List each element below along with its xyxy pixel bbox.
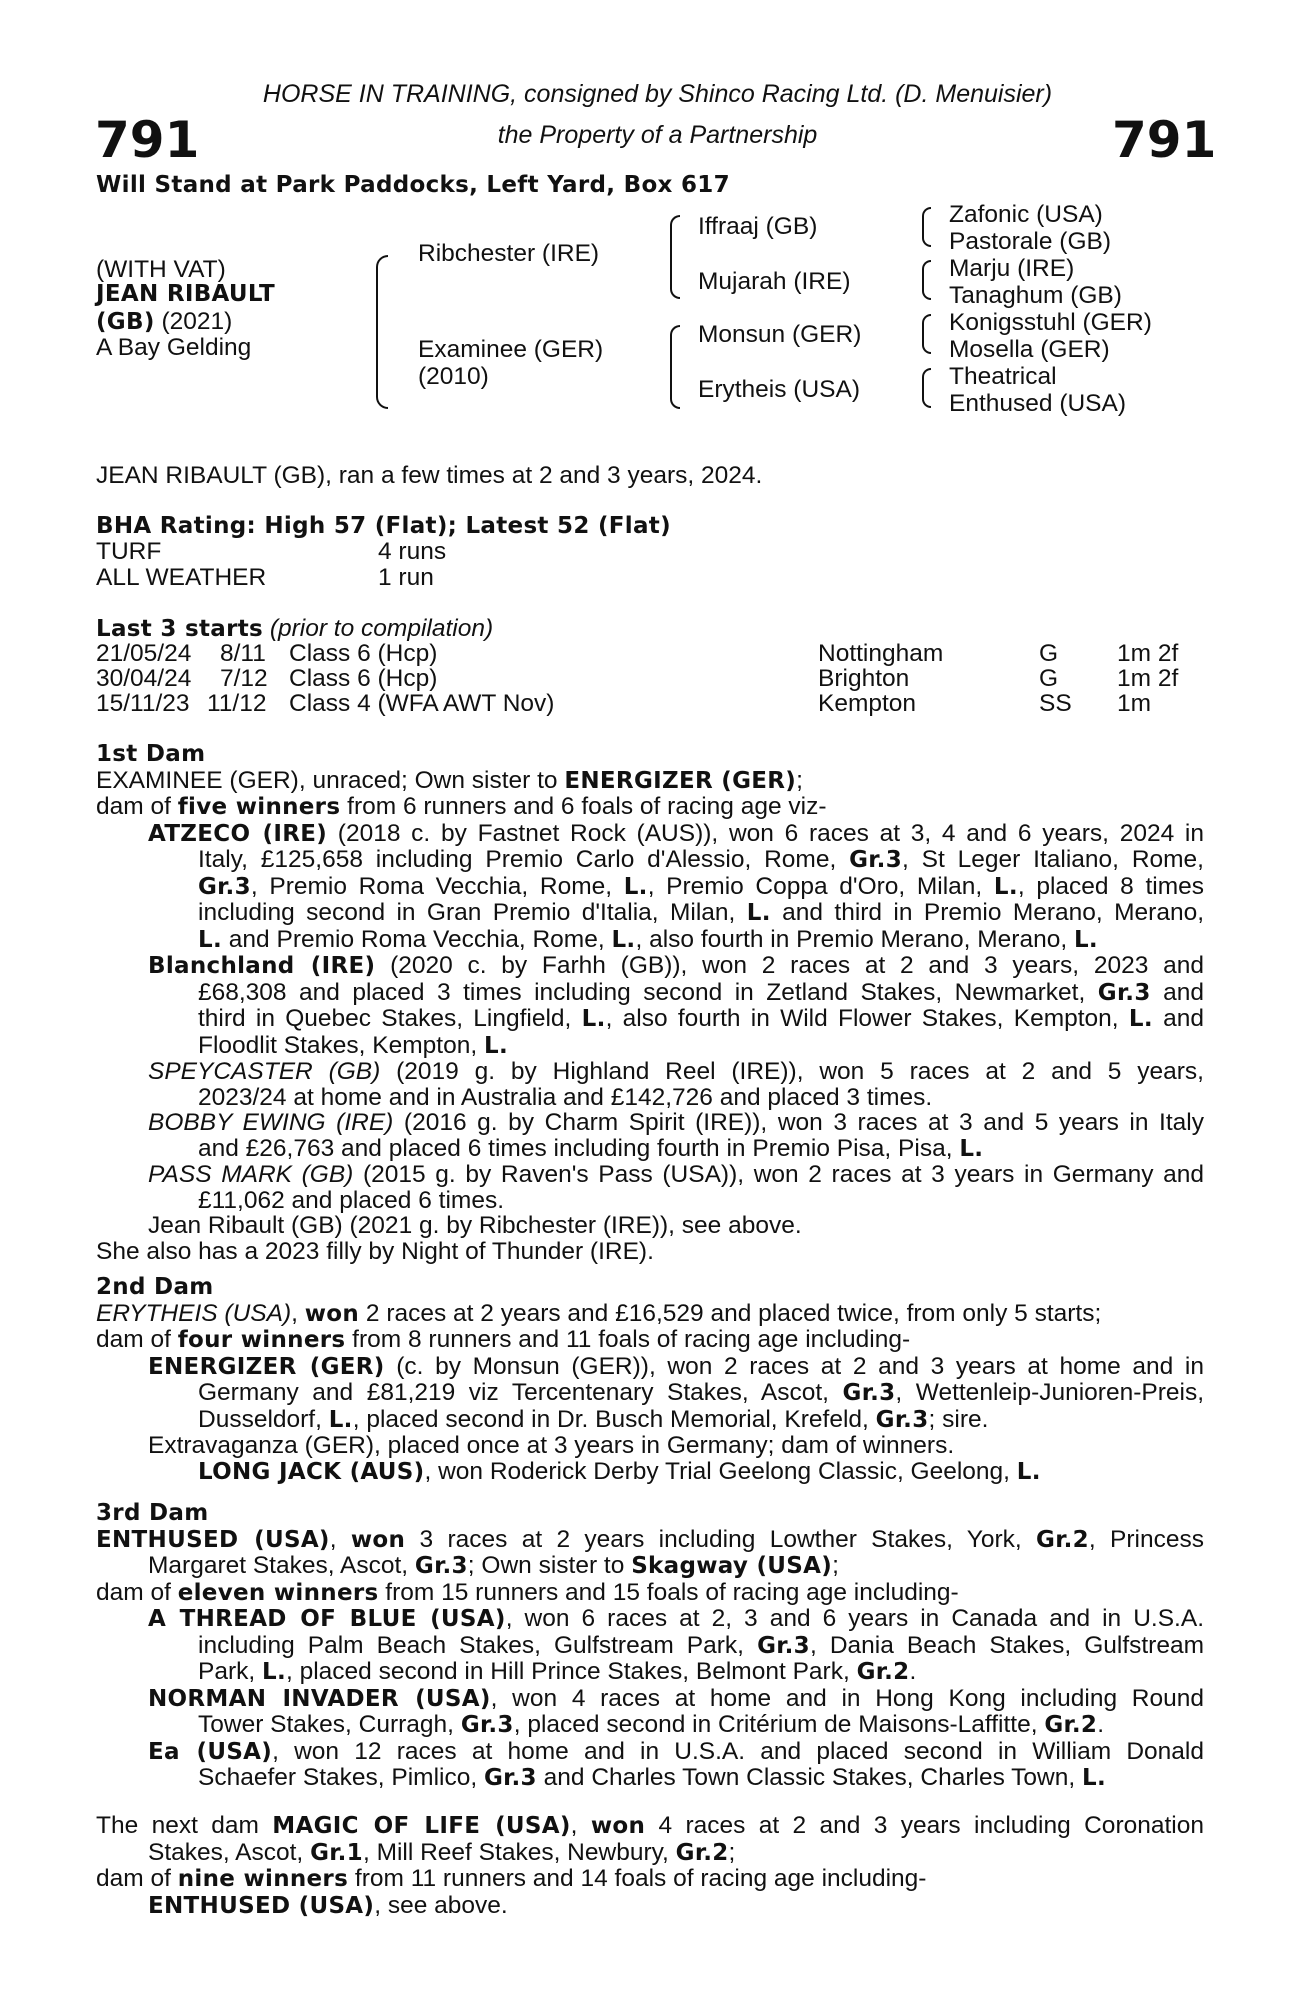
text-segment: Blanchland (IRE): [148, 953, 376, 979]
text-segment: (2020 c. by Farhh (GB)), won 2 races at 2 and 3 years, 2023 and: [375, 952, 1204, 979]
text-segment: four winners: [177, 1327, 346, 1353]
sire-dam: Mujarah (IRE): [698, 268, 851, 295]
text-segment: , also fourth in Premio Merano, Merano,: [635, 925, 1074, 953]
text-line: [198, 900, 1204, 927]
stand-location: Will Stand at Park Paddocks, Left Yard, Box 617: [96, 172, 730, 198]
text-segment: , won 4 races at home and in Hong Kong including Round: [490, 1684, 1204, 1712]
text-segment: EXAMINEE (GER), unraced; Own sister to: [96, 766, 565, 794]
text-segment: A THREAD OF BLUE (USA): [148, 1606, 506, 1632]
text-segment: The next dam: [96, 1812, 273, 1839]
text-line: [96, 1553, 1204, 1580]
property-line: the Property of a Partnership: [497, 121, 818, 149]
list-item: [96, 821, 1204, 954]
text-segment: third in Quebec Stakes, Lingfield,: [198, 1005, 582, 1032]
lot-number-right: 791: [1112, 111, 1217, 169]
text-segment: .: [909, 1658, 917, 1685]
list-item: [96, 1354, 1204, 1434]
text-segment: won: [350, 1526, 406, 1553]
text-segment: ,: [570, 1812, 591, 1839]
text-segment: L.: [1082, 1765, 1106, 1791]
horse-name: JEAN RIBAULT: [96, 281, 276, 307]
text-segment: nine winners: [177, 1866, 349, 1892]
dam-sire: Monsun (GER): [698, 321, 862, 348]
text-segment: ,: [329, 1525, 351, 1553]
start-race: Class 4 (WFA AWT Nov): [289, 690, 555, 717]
list-item: [96, 1893, 1204, 1920]
horse-country: (GB): [96, 309, 155, 335]
ancestor-8: Enthused (USA): [949, 390, 1127, 417]
text-segment: Gr.3: [483, 1765, 537, 1791]
text-line: [198, 874, 1204, 901]
pedigree-brace-g2: [922, 260, 931, 300]
list-item: [96, 1739, 1204, 1792]
text-segment: won: [590, 1813, 646, 1839]
text-segment: L.: [1073, 926, 1098, 953]
text-segment: Gr.2: [1036, 1526, 1089, 1553]
text-line: [198, 1765, 1204, 1792]
dam: Examinee (GER): [418, 336, 604, 363]
lot-number-left: 791: [95, 111, 200, 169]
pedigree-brace-dam: [670, 325, 680, 409]
text-line: [198, 980, 1204, 1007]
ancestor-7: Theatrical: [949, 363, 1057, 390]
third-dam-section: [96, 1501, 1204, 1792]
text-line: [96, 1840, 1204, 1867]
horse-origin-year: [96, 309, 232, 336]
text-segment: , see above.: [374, 1891, 508, 1919]
start-distance: 1m 2f: [1117, 665, 1179, 692]
text-segment: L.: [623, 873, 648, 900]
text-segment: Gr.2: [1044, 1712, 1098, 1738]
list-item: [96, 1110, 1204, 1162]
text-segment: Italy, £125,658 including Premio Carlo d'Alessio, Rome,: [198, 846, 850, 873]
text-segment: Floodlit Stakes, Kempton,: [198, 1031, 484, 1059]
text-segment: .: [1097, 1711, 1105, 1738]
text-segment: , also fourth in Wild Flower Stakes, Kempton,: [605, 1005, 1129, 1032]
text-line: [148, 1059, 1204, 1085]
text-segment: and £26,763 and placed 6 times including fourth in Premio Pisa, Pisa,: [198, 1134, 960, 1162]
item-continuation: [148, 1136, 1204, 1163]
list-item: [96, 1059, 1204, 1110]
text-segment: ;: [832, 1552, 839, 1579]
rating-turf-runs: 4 runs: [378, 538, 447, 565]
item-continuation: [148, 1459, 1204, 1486]
text-segment: Stakes, Ascot,: [148, 1838, 311, 1866]
start-distance: 1m 2f: [1117, 640, 1179, 667]
text-segment: and: [1152, 1005, 1204, 1032]
text-segment: ERYTHEIS (USA): [96, 1299, 292, 1327]
vat-note: (WITH VAT): [96, 256, 226, 283]
text-segment: ; Own sister to: [467, 1552, 632, 1579]
pedigree-brace-g3: [922, 314, 931, 354]
text-segment: L.: [262, 1659, 286, 1685]
item-continuation: [148, 1380, 1204, 1433]
text-line: [198, 1459, 1204, 1486]
text-segment: L.: [1128, 1006, 1153, 1032]
text-segment: L.: [328, 1406, 353, 1433]
start-position: 8/11: [220, 640, 266, 667]
text-segment: ENERGIZER (GER): [148, 1353, 385, 1380]
text-line: [198, 1006, 1204, 1033]
list-item: [96, 1213, 1204, 1239]
text-segment: from 15 runners and 15 foals of racing age including-: [378, 1578, 959, 1606]
text-segment: , Dania Beach Stakes, Gulfstream: [809, 1631, 1204, 1659]
text-line: [96, 1813, 1204, 1840]
text-segment: LONG JACK (AUS): [198, 1458, 425, 1485]
text-line: £11,062 and placed 6 times.: [198, 1186, 505, 1214]
start-course: Kempton: [818, 690, 917, 717]
text-segment: from 11 runners and 14 foals of racing age including-: [348, 1865, 927, 1892]
text-segment: Gr.3: [849, 847, 903, 873]
ancestor-6: Mosella (GER): [949, 336, 1110, 363]
text-line: [198, 1407, 1204, 1434]
text-line: Jean Ribault (GB) (2021 g. by Ribchester (IRE)), see above.: [148, 1212, 802, 1239]
dam-intro: [96, 1527, 1204, 1580]
ancestor-3: Marju (IRE): [949, 255, 1075, 282]
item-continuation: [148, 1633, 1204, 1686]
text-segment: from 6 runners and 6 foals of racing age viz-: [340, 793, 827, 820]
text-line: [96, 1866, 1204, 1893]
text-segment: and Charles Town Classic Stakes, Charles Town,: [536, 1764, 1082, 1791]
text-segment: , St Leger Italiano, Rome,: [902, 846, 1204, 873]
start-course: Brighton: [818, 665, 910, 692]
start-going: SS: [1039, 690, 1072, 717]
text-segment: Dusseldorf,: [198, 1405, 329, 1433]
item-continuation: [148, 980, 1204, 1060]
text-segment: , placed second in Dr. Busch Memorial, Krefeld,: [352, 1405, 876, 1433]
dam-intro-line: [96, 1301, 1204, 1328]
text-segment: , Princess: [1088, 1525, 1204, 1553]
text-segment: , placed second in Critérium de Maisons-Laffitte,: [513, 1711, 1045, 1738]
text-segment: , placed 8 times: [1017, 872, 1204, 900]
text-segment: ENTHUSED (USA): [148, 1892, 375, 1919]
text-segment: dam of: [96, 1578, 178, 1606]
start-position: 11/12: [207, 690, 267, 717]
text-segment: from 8 runners and 11 foals of racing age including-: [345, 1326, 911, 1353]
start-going: G: [1039, 665, 1059, 692]
item-continuation: [148, 1765, 1204, 1792]
text-segment: , Premio Coppa d'Oro, Milan,: [647, 872, 994, 900]
text-segment: dam of: [96, 793, 178, 820]
text-segment: Gr.1: [310, 1839, 363, 1866]
text-segment: L.: [483, 1032, 508, 1059]
text-segment: Gr.3: [842, 1380, 896, 1406]
next-dam-section: [96, 1813, 1204, 1919]
section-heading: 1st Dam: [96, 741, 206, 767]
text-line: [198, 1136, 1204, 1163]
text-segment: SPEYCASTER (GB): [148, 1058, 381, 1085]
text-segment: NORMAN INVADER (USA): [148, 1685, 491, 1712]
dam-intro-line: [96, 768, 1204, 795]
text-segment: ;: [728, 1838, 736, 1866]
text-segment: (2018 c. by Fastnet Rock (AUS)), won 6 races at 3, 4 and 6 years, 2024 in: [327, 819, 1204, 847]
text-segment: L.: [993, 873, 1018, 900]
text-line: [148, 1606, 1204, 1633]
pedigree-brace-g1: [922, 207, 931, 247]
start-date: 15/11/23: [96, 690, 190, 717]
text-segment: L.: [959, 1135, 984, 1162]
text-segment: Gr.2: [856, 1659, 910, 1685]
text-line: [148, 821, 1204, 848]
horse-year: (2021): [161, 308, 233, 335]
text-segment: won: [304, 1300, 360, 1327]
text-segment: Park,: [198, 1658, 262, 1685]
starts-note: (prior to compilation): [269, 615, 494, 642]
text-line: [198, 1659, 1204, 1686]
start-going: G: [1039, 640, 1059, 667]
text-segment: 4 races at 2 and 3 years including Coronation: [645, 1812, 1204, 1839]
text-segment: ENTHUSED (USA): [96, 1526, 330, 1553]
dam-note: She also has a 2023 filly by Night of Thunder (IRE).: [96, 1237, 654, 1265]
ancestor-2: Pastorale (GB): [949, 228, 1112, 255]
dam-dam: Erytheis (USA): [698, 376, 861, 403]
text-line: [96, 1527, 1204, 1554]
text-segment: Schaefer Stakes, Pimlico,: [198, 1764, 484, 1791]
text-segment: Gr.2: [675, 1839, 729, 1866]
text-segment: PASS MARK (GB): [148, 1161, 354, 1188]
start-course: Nottingham: [818, 640, 944, 667]
list-item: [96, 1162, 1204, 1213]
text-line: 2023/24 at home and in Australia and £142,726 and placed 3 times.: [198, 1083, 933, 1111]
text-segment: eleven winners: [177, 1579, 379, 1606]
list-item: [96, 1433, 1204, 1485]
sire-sire: Iffraaj (GB): [698, 213, 818, 240]
rating-aw-runs: 1 run: [378, 564, 434, 591]
text-line: [148, 1354, 1204, 1381]
start-position: 7/12: [220, 665, 268, 692]
text-segment: , won Roderick Derby Trial Geelong Classic, Geelong,: [424, 1457, 1017, 1485]
pedigree-brace-main: [376, 255, 388, 409]
text-line: [198, 847, 1204, 874]
sire: Ribchester (IRE): [418, 240, 600, 267]
text-segment: , Premio Roma Vecchia, Rome,: [250, 872, 624, 900]
rating-turf-label: TURF: [96, 538, 162, 565]
item-continuation: [148, 1085, 1204, 1111]
text-line: [148, 1739, 1204, 1766]
text-line: [198, 927, 1204, 954]
race-summary: JEAN RIBAULT (GB), ran a few times at 2 and 3 years, 2024.: [96, 462, 763, 489]
text-segment: dam of: [96, 1326, 178, 1353]
text-segment: Gr.3: [875, 1406, 929, 1433]
text-segment: Gr.3: [1097, 979, 1151, 1006]
consignor-line: HORSE IN TRAINING, consigned by Shinco Racing Ltd. (D. Menuisier): [262, 80, 1053, 108]
text-segment: Gr.3: [460, 1712, 514, 1738]
text-segment: ATZECO (IRE): [148, 820, 328, 847]
text-segment: Germany and £81,219 viz Tercentenary Stakes, Ascot,: [198, 1379, 843, 1406]
text-segment: five winners: [177, 794, 341, 820]
pedigree-brace-g4: [922, 368, 931, 408]
dam-produce-line: [96, 1327, 1204, 1354]
text-line: [148, 1686, 1204, 1713]
text-segment: (2019 g. by Highland Reel (IRE)), won 5 races at 2 and 5 years,: [380, 1058, 1204, 1085]
text-segment: 3 races at 2 years including Lowther Stakes, York,: [405, 1525, 1037, 1553]
dam-produce-line: [96, 794, 1204, 821]
starts-heading: [96, 616, 493, 643]
text-segment: Tower Stakes, Curragh,: [198, 1711, 461, 1738]
text-segment: L.: [611, 926, 636, 953]
text-line: [198, 1033, 1204, 1060]
text-line: [198, 1633, 1204, 1660]
starts-title: Last 3 starts: [96, 616, 264, 642]
text-segment: Ea (USA): [148, 1738, 273, 1765]
first-dam-section: [96, 742, 1204, 1264]
text-segment: L.: [581, 1006, 606, 1032]
pedigree-brace-sire: [670, 215, 680, 299]
text-segment: , Mill Reef Stakes, Newbury,: [362, 1838, 676, 1866]
text-segment: ; sire.: [928, 1405, 989, 1433]
text-segment: (2016 g. by Charm Spirit (IRE)), won 3 races at 3 and 5 years in Italy: [393, 1109, 1204, 1136]
text-line: [198, 1380, 1204, 1407]
text-line: Extravaganza (GER), placed once at 3 years in Germany; dam of winners.: [148, 1432, 955, 1459]
text-segment: (2015 g. by Raven's Pass (USA)), won 2 races at 3 years in Germany and: [353, 1161, 1204, 1188]
text-segment: Gr.3: [757, 1632, 810, 1659]
text-segment: ,: [291, 1299, 305, 1327]
second-dam-section: [96, 1275, 1204, 1485]
section-heading: 3rd Dam: [96, 1500, 209, 1526]
text-segment: , won 6 races at 2, 3 and 6 years in Canada and in U.S.A.: [505, 1605, 1205, 1632]
text-segment: (c. by Monsun (GER)), won 2 races at 2 and 3 years at home and in: [384, 1352, 1204, 1380]
item-continuation: [148, 1188, 1204, 1214]
text-segment: dam of: [96, 1865, 178, 1892]
ancestor-5: Konigsstuhl (GER): [949, 309, 1152, 336]
text-segment: ;: [796, 766, 803, 794]
text-segment: BOBBY EWING (IRE): [148, 1109, 394, 1136]
rating-title: BHA Rating: High 57 (Flat); Latest 52 (Flat): [96, 513, 671, 539]
start-date: 30/04/24: [96, 665, 192, 692]
section-heading: 2nd Dam: [96, 1274, 214, 1300]
text-segment: Gr.3: [198, 873, 251, 900]
text-segment: Skagway (USA): [631, 1553, 833, 1579]
text-line: [148, 953, 1204, 980]
rating-aw-label: ALL WEATHER: [96, 564, 267, 591]
item-continuation: [148, 1712, 1204, 1739]
text-segment: and third in Premio Merano, Merano,: [770, 899, 1205, 926]
ancestor-1: Zafonic (USA): [949, 201, 1103, 228]
text-line: [148, 1110, 1204, 1136]
list-item: [96, 1686, 1204, 1739]
text-segment: and: [1150, 978, 1204, 1006]
text-segment: and Premio Roma Vecchia, Rome,: [222, 925, 612, 953]
text-segment: , Wettenleip-Junioren-Preis,: [895, 1379, 1204, 1406]
start-race: Class 6 (Hcp): [289, 665, 438, 692]
text-segment: £68,308 and placed 3 times including second in Zetland Stakes, Newmarket,: [198, 978, 1098, 1006]
start-distance: 1m: [1117, 690, 1152, 717]
start-date: 21/05/24: [96, 640, 192, 667]
text-segment: , won 12 races at home and in U.S.A. and placed second in William Donald: [272, 1737, 1204, 1765]
text-segment: ENERGIZER (GER): [564, 767, 797, 794]
text-segment: 2 races at 2 years and £16,529 and placed twice, from only 5 starts;: [359, 1299, 1102, 1327]
text-segment: MAGIC OF LIFE (USA): [272, 1813, 571, 1839]
ancestor-4: Tanaghum (GB): [949, 282, 1122, 309]
horse-description: A Bay Gelding: [96, 334, 252, 361]
dam-produce-line: [96, 1580, 1204, 1607]
list-item: [96, 1606, 1204, 1686]
text-line: [148, 1162, 1204, 1188]
text-segment: including second in Gran Premio d'Italia, Milan,: [198, 899, 747, 926]
text-segment: L.: [746, 900, 771, 926]
text-segment: L.: [1016, 1458, 1041, 1485]
text-segment: , placed second in Hill Prince Stakes, Belmont Park,: [286, 1658, 857, 1685]
text-segment: L.: [198, 926, 222, 953]
item-continuation: [148, 847, 1204, 953]
text-segment: Gr.3: [414, 1553, 468, 1579]
text-segment: Margaret Stakes, Ascot,: [148, 1552, 415, 1579]
text-segment: including Palm Beach Stakes, Gulfstream Park,: [198, 1631, 758, 1659]
text-line: [198, 1712, 1204, 1739]
list-item: [96, 953, 1204, 1059]
start-race: Class 6 (Hcp): [289, 640, 438, 667]
dam-year: (2010): [418, 363, 489, 390]
